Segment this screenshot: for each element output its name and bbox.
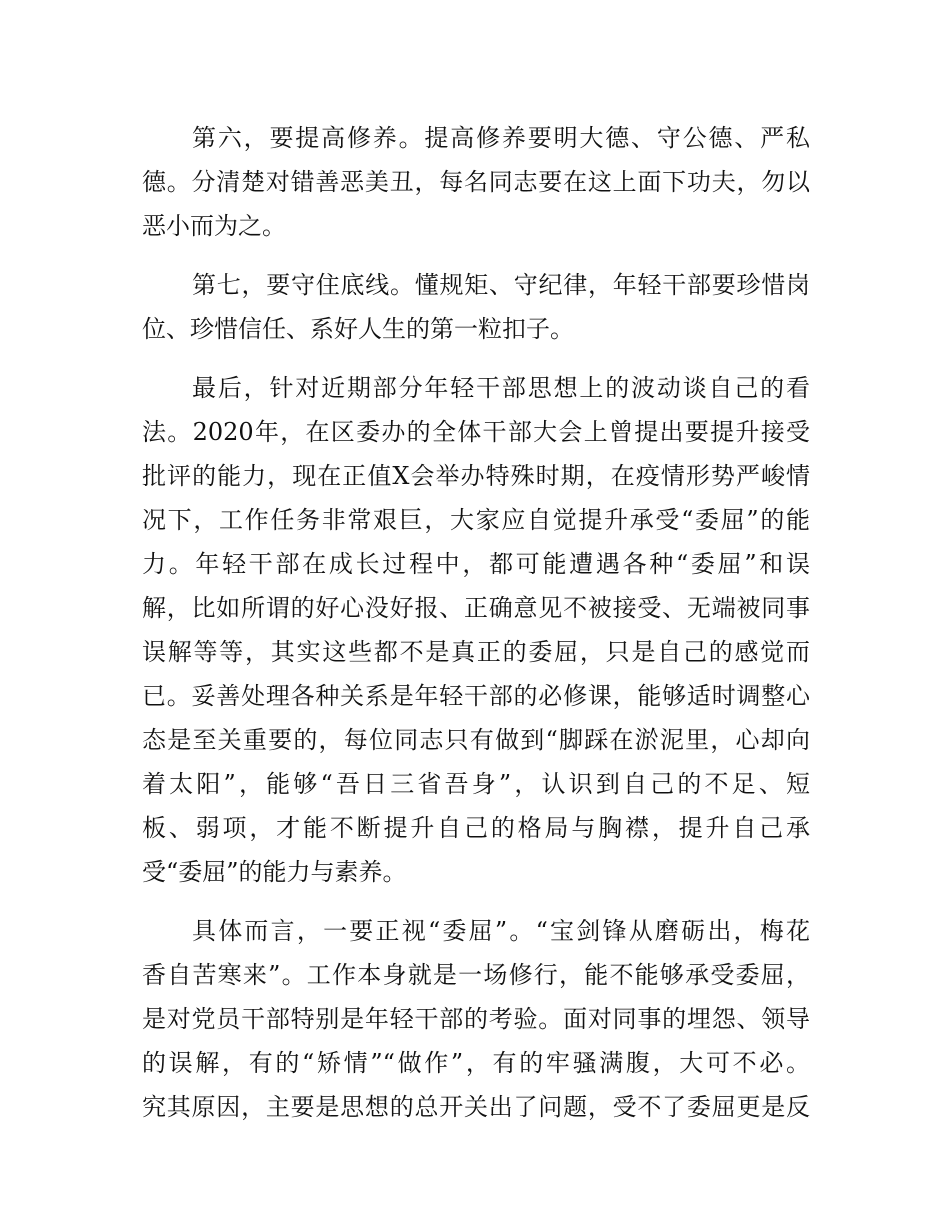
- text-line: 香自苦寒来”。工作本身就是一场修行，能不能够承受委屈，: [142, 961, 810, 989]
- text-line: 的误解，有的“矫情”“做作”，有的牢骚满腹，大可不必。: [142, 1049, 810, 1077]
- text-line: 究其原因，主要是思想的总开关出了问题，受不了委屈更是反: [142, 1093, 810, 1121]
- text-line: 误解等等，其实这些都不是真正的委屈，只是自己的感觉而: [142, 638, 810, 666]
- text-line: 第七，要守住底线。懂规矩、守纪律，年轻干部要珍惜岗: [192, 271, 810, 299]
- text-line: 受“委屈”的能力与素养。: [142, 858, 407, 886]
- text-line: 着太阳”，能够“吾日三省吾身”，认识到自己的不足、短: [142, 770, 810, 798]
- paragraph-specific: [142, 909, 810, 1129]
- text-line: 板、弱项，才能不断提升自己的格局与胸襟，提升自己承: [142, 814, 810, 842]
- paragraph-7: [142, 263, 810, 351]
- text-line: 最后，针对近期部分年轻干部思想上的波动谈自己的看: [192, 374, 810, 402]
- text-line: 法。2020年，在区委办的全体干部大会上曾提出要提升接受: [142, 418, 810, 446]
- text-line: 是对党员干部特别是年轻干部的考验。面对同事的埋怨、领导: [142, 1005, 810, 1033]
- text-line: 况下，工作任务非常艰巨，大家应自觉提升承受“委屈”的能: [142, 506, 810, 534]
- text-line: 解，比如所谓的好心没好报、正确意见不被接受、无端被同事: [142, 594, 810, 622]
- paragraph-final: [142, 366, 810, 894]
- text-line: 具体而言，一要正视“委屈”。“宝剑锋从磨砺出，梅花: [192, 917, 810, 945]
- text-line: 力。年轻干部在成长过程中，都可能遭遇各种“委屈”和误: [142, 550, 810, 578]
- text-line: 第六，要提高修养。提高修养要明大德、守公德、严私: [192, 124, 810, 152]
- paragraph-6: [142, 116, 810, 248]
- text-line: 恶小而为之。: [142, 212, 286, 240]
- text-line: 德。分清楚对错善恶美丑，每名同志要在这上面下功夫，勿以: [142, 168, 810, 196]
- text-line: 批评的能力，现在正值X会举办特殊时期，在疫情形势严峻情: [142, 462, 810, 490]
- document-body: [142, 116, 810, 1144]
- text-line: 位、珍惜信任、系好人生的第一粒扣子。: [142, 315, 574, 343]
- text-line: 已。妥善处理各种关系是年轻干部的必修课，能够适时调整心: [142, 682, 810, 710]
- text-line: 态是至关重要的，每位同志只有做到“脚踩在淤泥里，心却向: [142, 726, 810, 754]
